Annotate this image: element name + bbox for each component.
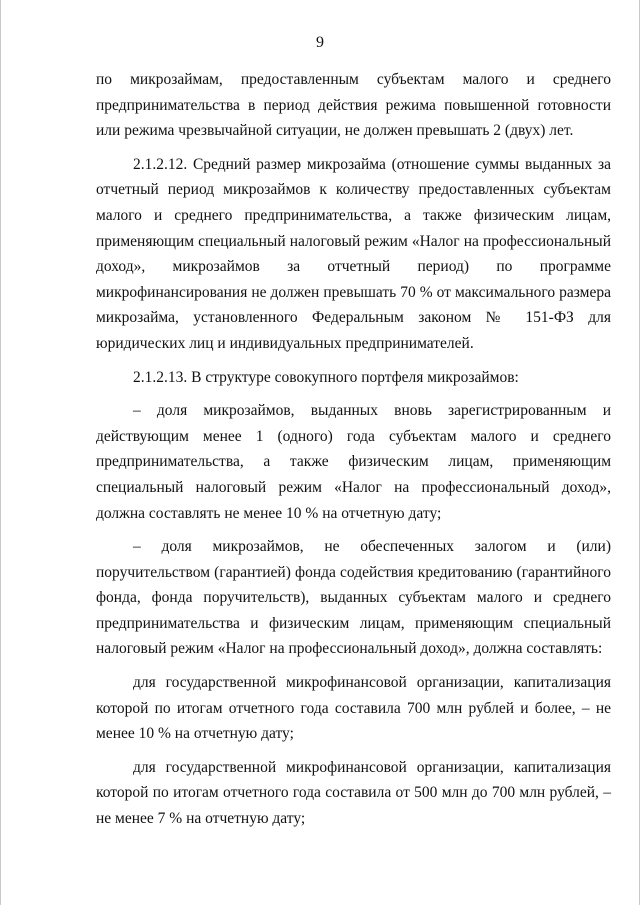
- list-item-new-businesses-share: – доля микрозаймов, выданных вновь зарегистрированным и действующим менее 1 (одного) года субъектам малого и среднего предпринимательства, а также физическим лицам, применяющим специальный налоговый режим «Налог на профессиональный доход», должна составлять не менее 10 % на отчетную дату;: [96, 402, 611, 522]
- paragraph-2-1-2-12: 2.1.2.12. Средний размер микрозайма (отношение суммы выданных за отчетный период микрозаймов к количеству предоставленных субъектам малого и среднего предпринимательства, а также физическим лицам, применяющим специальный налоговый режим «Налог на профессиональный доход», микрозаймов за отчетный период) по программе микрофинансирования не должен превышать 70 % от максимального размера микрозайма, установленного Федеральным законом № 151-ФЗ для юридических лиц и индивидуальных предпринимателей.: [96, 155, 611, 352]
- sub-item-500-700mln: для государственной микрофинансовой организации, капитализация которой по итогам отчетного года составила от 500 млн до 700 млн рублей, – не менее 7 % на отчетную дату;: [96, 758, 611, 828]
- document-body: [96, 67, 611, 840]
- sub-item-700mln: для государственной микрофинансовой организации, капитализация которой по итогам отчетного года составила 700 млн рублей и более, – не менее 10 % на отчетную дату;: [96, 674, 611, 743]
- paragraph-2-1-2-13: 2.1.2.13. В структуре совокупного портфеля микрозаймов:: [133, 368, 519, 386]
- paragraph-continuation: по микрозаймам, предоставленным субъектам малого и среднего предпринимательства в период действия режима повышенной готовности или режима чрезвычайной ситуации, не должен превышать 2 (двух) лет.: [96, 71, 611, 140]
- page-number: 9: [316, 34, 324, 51]
- list-item-unsecured-share: – доля микрозаймов, не обеспеченных залогом и (или) поручительством (гарантией) фонда содействия кредитованию (гарантийного фонда, фонда поручительств), выданных субъектам малого и среднего предпринимательства и физическим лицам, применяющим специальный налоговый режим «Налог на профессиональный доход», должна составлять:: [96, 538, 611, 658]
